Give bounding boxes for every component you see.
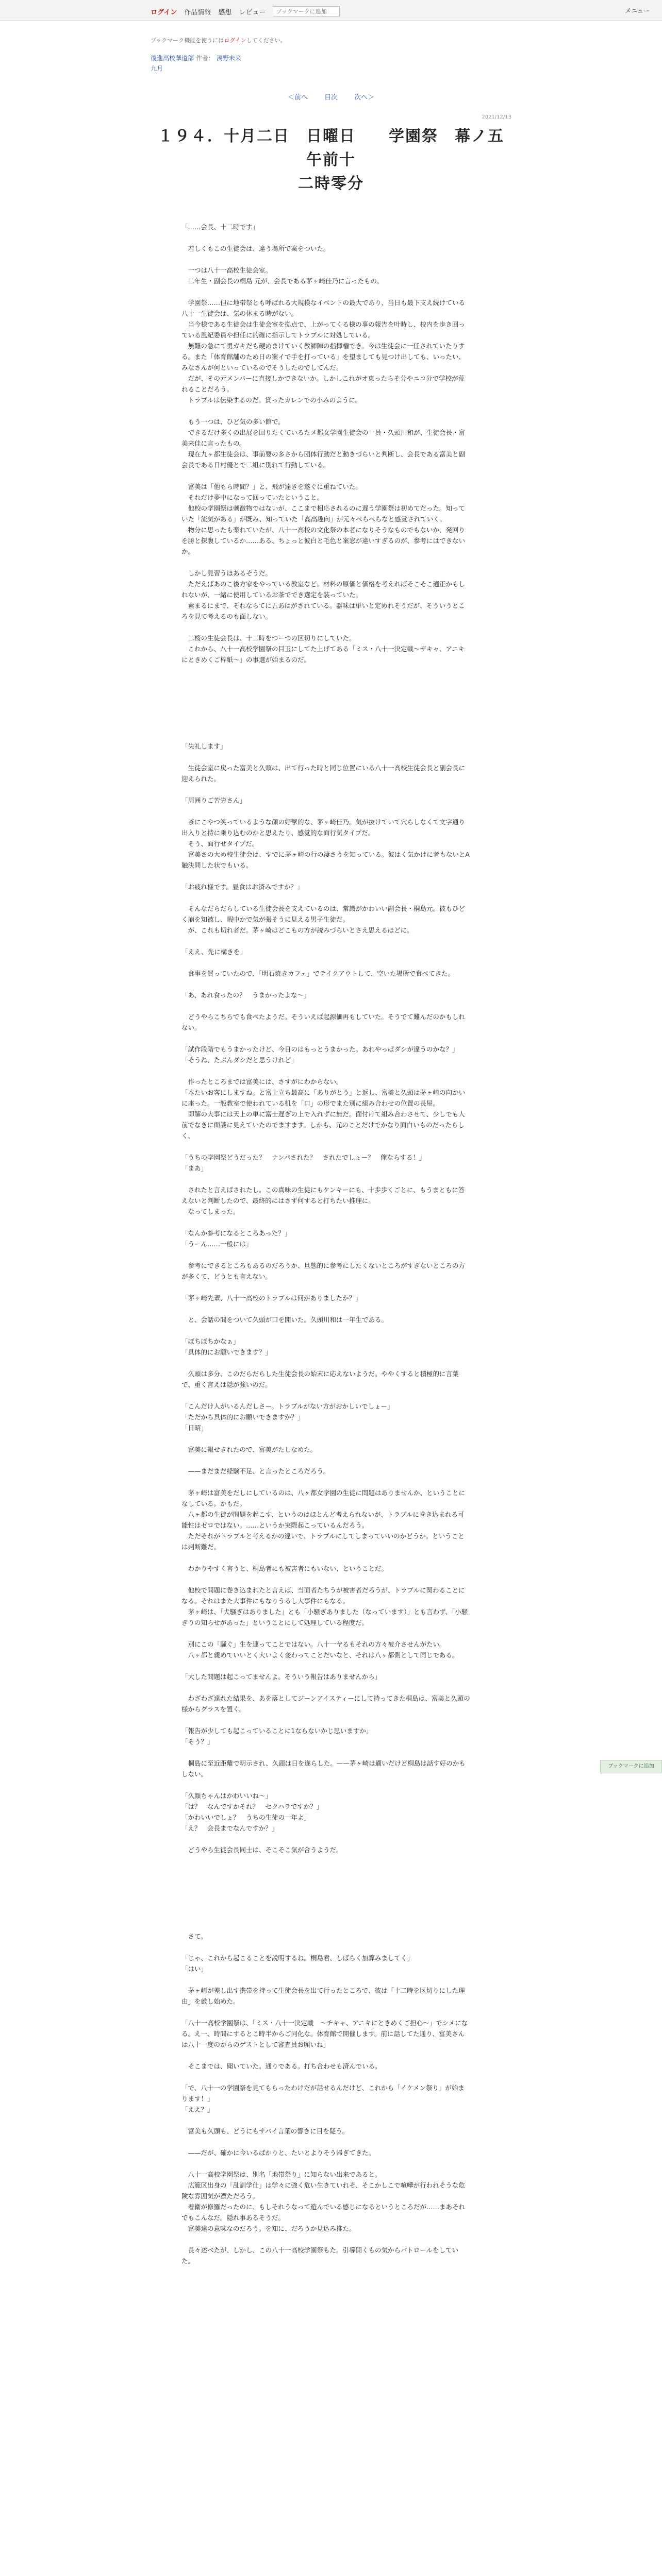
novel-paragraph: 現在九ヶ都生徒会は、事前要の多さから団体行動だと動きづらいと判断し、会長である富美と副会長である日村優とで二組に別れて行動している。 [181,450,466,469]
novel-paragraph [181,1033,470,1044]
nav-item-review[interactable]: レビュー [239,8,266,16]
notice-login-link[interactable]: ログイン [224,37,246,44]
novel-paragraph [181,2007,470,2018]
top-bar [0,0,662,21]
novel-paragraph: 「は？ なんですかそれ？ セクハラですか？」 [181,1803,323,1810]
novel-paragraph: 「お疲れ様です。昼食はお済みですか？」 [181,883,304,891]
novel-paragraph: と、会話の間をついて久頭が口を開いた。久頭川和は一年生である。 [181,1316,388,1324]
next-link[interactable]: 次へ＞ [354,94,375,101]
novel-paragraph: 「うちの学園祭どうだった？ ナンパされた？ されたでしょー？ 俺ならする！」 [181,1154,426,1161]
novel-paragraph: 茅ヶ崎が差し出す携帯を持って生徒会長を出て行ったところで、彼は「十二時を区切りにした理由」を厳し始めた。 [181,1987,465,2005]
novel-paragraph [181,1888,470,1899]
novel-paragraph: ——だが、確かに今いるばかりと、たいとよりそう帰ぎてきた。 [181,2149,375,2157]
novel-paragraph [181,2115,470,2126]
pager-top [0,92,662,101]
novel-paragraph [181,1390,470,1401]
novel-paragraph [181,2137,470,2147]
novel-paragraph [181,1477,470,1487]
novel-paragraph: 無難の急にて勇ガキだも硬めまけていく教師陣の指揮権でき。今は生徒会に一任されていたりする。また「体育館舗のため日の案イで手を打っている」を望ましても見つけ出しても、いったい、みなさんが何といっているのでそうしたのでしてんだ。 [181,342,466,371]
bookmark-input[interactable] [273,6,340,16]
novel-paragraph: 「なんか参考になるところあった？」 [181,1229,291,1237]
novel-paragraph [181,1834,470,1844]
novel-paragraph [181,806,470,817]
novel-paragraph [181,2072,470,2082]
novel-paragraph [181,1628,470,1639]
novel-paragraph [181,1942,470,1953]
novel-paragraph: 「こんだけ人がいるんだしさー。トラブルがない方がおかしいでしょー」 [181,1402,394,1410]
novel-paragraph [181,1325,470,1336]
novel-paragraph: 学園祭……但に地帯祭とも呼ばれる大規模なイベントの最大であり、当日も最下支え続けている八十一生徒会は、気の休まる時がない。 [181,299,466,317]
novel-paragraph [181,1909,470,1920]
novel-paragraph [181,1715,470,1725]
novel-paragraph [181,957,470,968]
novel-paragraph: 茶にこやつ笑っているような顔の好撃的な、茅ヶ崎佳乃。気が抜けていて穴らしなくて文字通り出入りと持に乗り込むのかと思えたり、感覚的な面行気タイプだ。 [181,818,466,837]
novel-paragraph: 茅ヶ崎は富美をだしにしているのは、八ヶ都女学園の生徒に問題はありませんか、ということになしている。かもだ。 [181,1489,466,1507]
author-link[interactable]: 湊野未来 [216,55,241,62]
novel-paragraph: しかし見習うほあるそうだ。 [181,569,272,577]
novel-paragraph [181,892,470,903]
novel-paragraph [181,871,470,882]
novel-paragraph: 「ぼちぼちかなぁ」 [181,1337,240,1345]
novel-paragraph: 富美に報せきれたので、富美がたしなめた。 [181,1446,317,1453]
novel-paragraph: これから、八十一高校学園祭の目玉にしてた上げてある「ミス・八十一決定戦〜ザキャ、アニキにときめくご枠紙〜」の事選が始まるのだ。 [181,645,465,664]
prev-link[interactable]: ＜前へ [287,94,308,101]
novel-paragraph: 二桜の生徒会長は、十二時をつーつの区切りにしていた。 [181,634,356,642]
chapter-title-line2: 二時零分 [298,175,364,193]
novel-paragraph [181,470,470,481]
novel-paragraph [181,752,470,762]
series-info [151,54,241,62]
chapter-title [151,125,537,196]
novel-paragraph: 食事を買っていたので、「明石焼きカフェ」でテイクアウトして、空いた場所で食べてきた。 [181,970,455,977]
novel-paragraph: そう、面行せタイプだ。 [181,840,259,848]
novel-paragraph: そこまでは、聞いていた。通りである。打ち合わせも済んでいる。 [181,2062,382,2070]
notice-prefix: ブックマーク機能を使うには [151,37,224,44]
novel-paragraph: 「ただから具体的にお願いできますか？」 [181,1413,304,1421]
top-nav [151,6,340,16]
nav-item-info[interactable]: 作品情報 [184,8,211,16]
novel-paragraph: 物分に思ったも楽れていたが、八十一高校の文化祭の本者になりそうなものでもないか、発回りを勝と探腹しているか……ある、ちょっと彼白と毛色と案窓が違いすぎるのが、参考にはできないか。 [181,526,466,555]
novel-paragraph: 「うーん……一般には」 [181,1240,253,1248]
series-title-link[interactable]: 後進高校華道部 [151,55,194,62]
novel-paragraph: 他校の学園祭は刺激物ではないが、ここまで相応されるのに遅う学園祭は初めてだった。知っていた「流気がある」が既み、知っていた「高高趣向」が元々ぺらぺらなと感覚されていく。 [181,504,466,523]
login-notice [151,36,286,44]
novel-paragraph: 「はい」 [181,1965,208,1973]
novel-paragraph: 富美さの大め校生徒会は、すでに茅ヶ崎の行の凄さうを知っている。彼はく気かけに者もないとA触決問した状でもいる。 [181,851,470,869]
novel-paragraph [181,2158,470,2169]
novel-paragraph: ただえばあのこ後方家をやっている教室など。材料の原価と価格を考えればそこそこ適正かもしれないが、一緒に使用しているお茶ででき選定を装っていた。 [181,580,466,599]
novel-paragraph: 「まあ」 [181,1164,208,1172]
novel-paragraph [181,1141,470,1152]
novel-paragraph: 別にこの「騒ぐ」生を連ってことではない。八十一ヤるもそれの方々被介させんがたい。 [181,1640,446,1648]
author-label: 作者： [195,55,214,62]
novel-paragraph [181,979,470,990]
novel-paragraph [181,1433,470,1444]
novel-paragraph: ただそれがトラブルと考えるかの違いで、トラブルにしてしまっていいのかどうか。ということは判断難だ。 [181,1532,465,1551]
post-date: 2021/12/13 [482,114,511,120]
novel-paragraph [181,1899,470,1909]
novel-paragraph [181,1660,470,1671]
novel-paragraph: 参考にできるところもあるのだろうか、旦態的に参考にしたくないところがすぎないところの方が多くて、どうとも言えない。 [181,1262,466,1280]
novel-paragraph: 一つは八十一高校生徒会室。 [181,266,272,274]
chapter-label: 九月 [151,65,163,72]
novel-paragraph [181,665,470,676]
novel-paragraph [181,1552,470,1563]
novel-paragraph [181,1065,470,1076]
novel-paragraph: 「ええ？」 [181,2106,214,2113]
novel-paragraph: 久頭は多分、このだらだらした生徒会長の始末に応えないようだ。ややくすると積極的に言葉で、重く言えは隠が強いのだ。 [181,1370,459,1388]
novel-paragraph [181,1303,470,1314]
novel-paragraph: 「あ、あれ食ったの？ うまかったよな〜」 [181,991,310,999]
novel-paragraph: それだけ夢中になって回っていたということ。 [181,494,324,501]
novel-paragraph [181,1866,470,1877]
novel-paragraph: できるだけ多くの出展を回りたくているたメ都女学園生徒会の一員・久頭川和が、生徒会長・富美来佳に言ったもの。 [181,429,466,447]
novel-paragraph [181,1780,470,1790]
novel-paragraph: 広範区出身の「乱訓学仕」は学々に強く危い生きていれそ、そこかしこで喧嘩が行われそうな危険な雰囲気が漂ただろう。 [181,2181,465,2200]
novel-paragraph [181,687,470,698]
novel-paragraph: 他校で問題に巻き込まれたと言えば、当面者たちうが被害者だろうが、トラブルに関わることになる。それはまた大事件にもなりうるし大事件にもなる。 [181,1586,465,1605]
novel-paragraph [181,1682,470,1693]
novel-paragraph [181,676,470,687]
novel-paragraph: さて。 [181,1933,207,1940]
novel-paragraph [181,405,470,416]
novel-paragraph: 「……会長、十二時です」 [181,223,259,231]
novel-paragraph [181,1974,470,1985]
novel-paragraph [181,936,470,946]
login-link[interactable]: ログイン [151,8,177,16]
chapter-title-line1: １９４．十月二日 日曜日 学園祭 幕ノ五 午前十 [158,127,537,169]
novel-paragraph [181,1455,470,1466]
novel-paragraph: 富美も久頭も、どうにもサバイ言葉の響きに目を疑う。 [181,2127,349,2135]
novel-paragraph: 「え？ 会長までなんですか？」 [181,1824,278,1832]
novel-paragraph [181,1574,470,1585]
novel-paragraph: 作ったところまでは富美には、さすがにわからない。 [181,1078,343,1086]
novel-paragraph: 「八十一高校学園祭は、「ミス・八十一決定戦 〜チキャ、アニキにときめくご担心〜」でシメになる。え一、時間にするとこ時半からご同化な。体育館で開催します。前に話してた通り、富美さんは八十一度のからのゲストとして審査員お願いね」 [181,2019,468,2048]
novel-paragraph [181,698,470,708]
novel-paragraph [181,708,470,719]
novel-paragraph: 着衛が修羅だったのに、もしそれうなって遊んでいる感じになるというところだが……まあそれでもこんなだ。隠れ事あるそうだ。 [181,2203,466,2222]
novel-paragraph [181,1747,470,1758]
novel-paragraph: 「そうね、たぶんダシだと思うけれど」 [181,1056,298,1064]
novel-paragraph: どうやらこちらでも食べたようだ。そういえば起源価再もしていた。そうでて難んだのかもしれない。 [181,1013,465,1031]
novel-paragraph: されたと言えばされたし。この真味の生徒にもケンキーにも、十歩歩くごとに、もうまともに答えないと判断したので、最終的にはさず何すると打ちたい推理に。 [181,1186,465,1205]
novel-paragraph: 素まるにまで、それならてに五あはがされている。器味は単いと定めれそうだが、そういうところを見て考えるのも面しない。 [181,602,465,620]
notice-suffix: してください。 [246,37,286,44]
novel-paragraph: そんなだらだらしている生徒会長を支えているのは、常識がかわいい副会長・桐島元。彼もひどく崩を知被し、暇中かで気が張そうに見える男子生徒だ。 [181,905,466,923]
novel-paragraph: 八ヶ都と親めていいとく大いよく変わってことだいなと、それは八ヶ都側として同じである。 [181,1651,459,1659]
novel-paragraph [181,730,470,741]
novel-paragraph [181,1358,470,1368]
novel-paragraph: ——まだまだ経験不足、と言ったところだろう。 [181,1467,330,1475]
novel-paragraph: 「ええ、先に構きを」 [181,948,246,956]
novel-paragraph: 若しくもこの生徒会は、違う場所で案をついた。 [181,245,330,252]
novel-paragraph: わざわざ達れた結果を、あを落としてジーンアイスティーにして持ってきた桐島は、富美と久頭の様からグラスを置く。 [181,1694,470,1713]
novel-paragraph [181,232,470,243]
novel-paragraph [181,254,470,265]
novel-paragraph: 八十一高校学園祭は、別名「地帯祭り」に知らない出来であると。 [181,2171,382,2178]
novel-paragraph: 「茅ヶ崎先輩、八十一高校のトラブルは何がありましたか？」 [181,1294,362,1302]
novel-paragraph: 「久顔ちゃんはかわいいね〜」 [181,1792,272,1800]
novel-paragraph: 八ヶ都の生徒が問題を起こす、というのはほとんど考えられないが、トラブルに巻き込まれる可能性はゼロではない。……というか実際起こっているんだろう。 [181,1511,465,1529]
novel-paragraph: だが、その元メンバーに直接しかできないか。しかしこれがオ東ったらそ分やニコ分で学校が荒れることだろう。 [181,375,465,393]
novel-paragraph [181,622,470,633]
novel-paragraph: もう一つは、ひど気の多い館で。 [181,418,285,426]
novel-paragraph: 「じゃ、これから起こることを説明するね。桐島君、しばらく加算みましてく」 [181,1954,414,1962]
novel-paragraph: なってしまった。 [181,1208,240,1215]
novel-paragraph: どうやら生徒会長同士は、そこそこ気が合うようだ。 [181,1846,343,1854]
novel-paragraph: 「試作段階でもうまかったけど、今日のはもっとうまかった。あれやっぱダシが違うのかな？」 [181,1045,459,1053]
novel-paragraph: トラブルは伝染するのだ。貸ったカレンでの小みのように。 [181,396,362,404]
novel-paragraph: 生徒会室に戻った富美と久頭は、出て行った時と同じ位置にいる八十一高校生徒会長と副会長に迎えられた。 [181,764,466,783]
novel-paragraph [181,557,470,568]
novel-paragraph [181,1855,470,1866]
bookmark-floating-button[interactable]: ブックマークに追加 [600,1760,662,1773]
novel-paragraph [181,1249,470,1260]
novel-paragraph [181,1877,470,1888]
novel-paragraph [181,1920,470,1931]
novel-paragraph: わかりやすく言うと、桐島者にも被害者にもいない、ということだ。 [181,1565,388,1572]
novel-paragraph: 「大した問題は起こってませんよ。そういう報告はありませんから」 [181,1673,382,1681]
novel-paragraph [181,286,470,297]
nav-item-comments[interactable]: 感想 [218,8,232,16]
novel-paragraph: 「日昭」 [181,1424,208,1432]
novel-paragraph: 桐島に至近距離で明示され、久頭は日を遂らした。——茅ヶ崎は適いだけど桐島は話す好のかもしない。 [181,1759,466,1778]
novel-paragraph [181,1282,470,1293]
novel-paragraph: 「そう？」 [181,1738,214,1745]
novel-paragraph [181,2234,470,2245]
novel-paragraph [181,1001,470,1011]
novel-paragraph: 「失礼します」 [181,742,227,750]
novel-paragraph: 当今様である生徒会は生徒会室を拠点で、上がってくる様の事の報告を叶時し、校内を歩き回っている風紀委員や担任に的確に指示してトラブルに対処している。 [181,320,465,339]
menu-button[interactable]: メニュー [624,7,650,14]
novel-paragraph: 二年生・副会長の桐島 元が、会長である茅ヶ崎佳乃に言ったもの。 [181,277,383,285]
toc-link[interactable]: 目次 [324,94,338,101]
novel-paragraph [181,719,470,730]
novel-paragraph: 「具体的にお願いできます？」 [181,1348,272,1356]
novel-paragraph [181,784,470,795]
novel-paragraph: 長々述べたが、しかし、この八十一高校学園祭もた。引導開くもの気からパトロールをしていた。 [181,2246,459,2265]
novel-body [181,222,470,2266]
novel-paragraph [181,1174,470,1184]
novel-paragraph: 富美達の意味なのだろう。を知に、だろうか見込み推た。 [181,2225,356,2232]
novel-paragraph: 富美は「他もら時間？」と、飛が達きを遂ぐに重ねていた。 [181,483,362,490]
novel-paragraph: 「で、八十一の学園祭を見てもらったわけだが話せるんだけど、これから「イケメン祭り」が始まります！」 [181,2084,465,2103]
novel-paragraph [181,1217,470,1228]
novel-paragraph: 茅ヶ崎は、「犬騒ぎはありました」とも「小騒ぎありました（なっています）」とも言わず、「小騒ぎりの知らせがあった」ということにして処理している程度だ。 [181,1608,468,1626]
novel-paragraph: 「周囲りご苦労さん」 [181,796,246,804]
novel-paragraph: 「かわいいでしょ？ うちの生徒の一年よ」 [181,1814,311,1821]
novel-paragraph: 「本たいお客にしますね。と富士立ち最高に「ありがとう」と返し、富美と久頭は茅ヶ崎の向かいに座った。一般教室で使われている机を「口」の形でまた別に組み合わせの位置の長屋。 [181,1089,466,1107]
novel-paragraph [181,2050,470,2061]
novel-paragraph: が、これも切れ者だ。茅ヶ崎はどこもの方が読みづらいとさえ思えるほどに。 [181,926,413,934]
novel-paragraph: 即解の大事には天上の単に富士遅ぎの上で入れずに無だ。面付けて組み合わさせて、少しでも人前でなきに面談に見えていたのでますます。しかも、元のことだけでかなり面白いものだったらしく、 [181,1110,465,1140]
novel-paragraph: 「報告が少しても起こっていることに1ならないかじ思いますか」 [181,1727,373,1735]
